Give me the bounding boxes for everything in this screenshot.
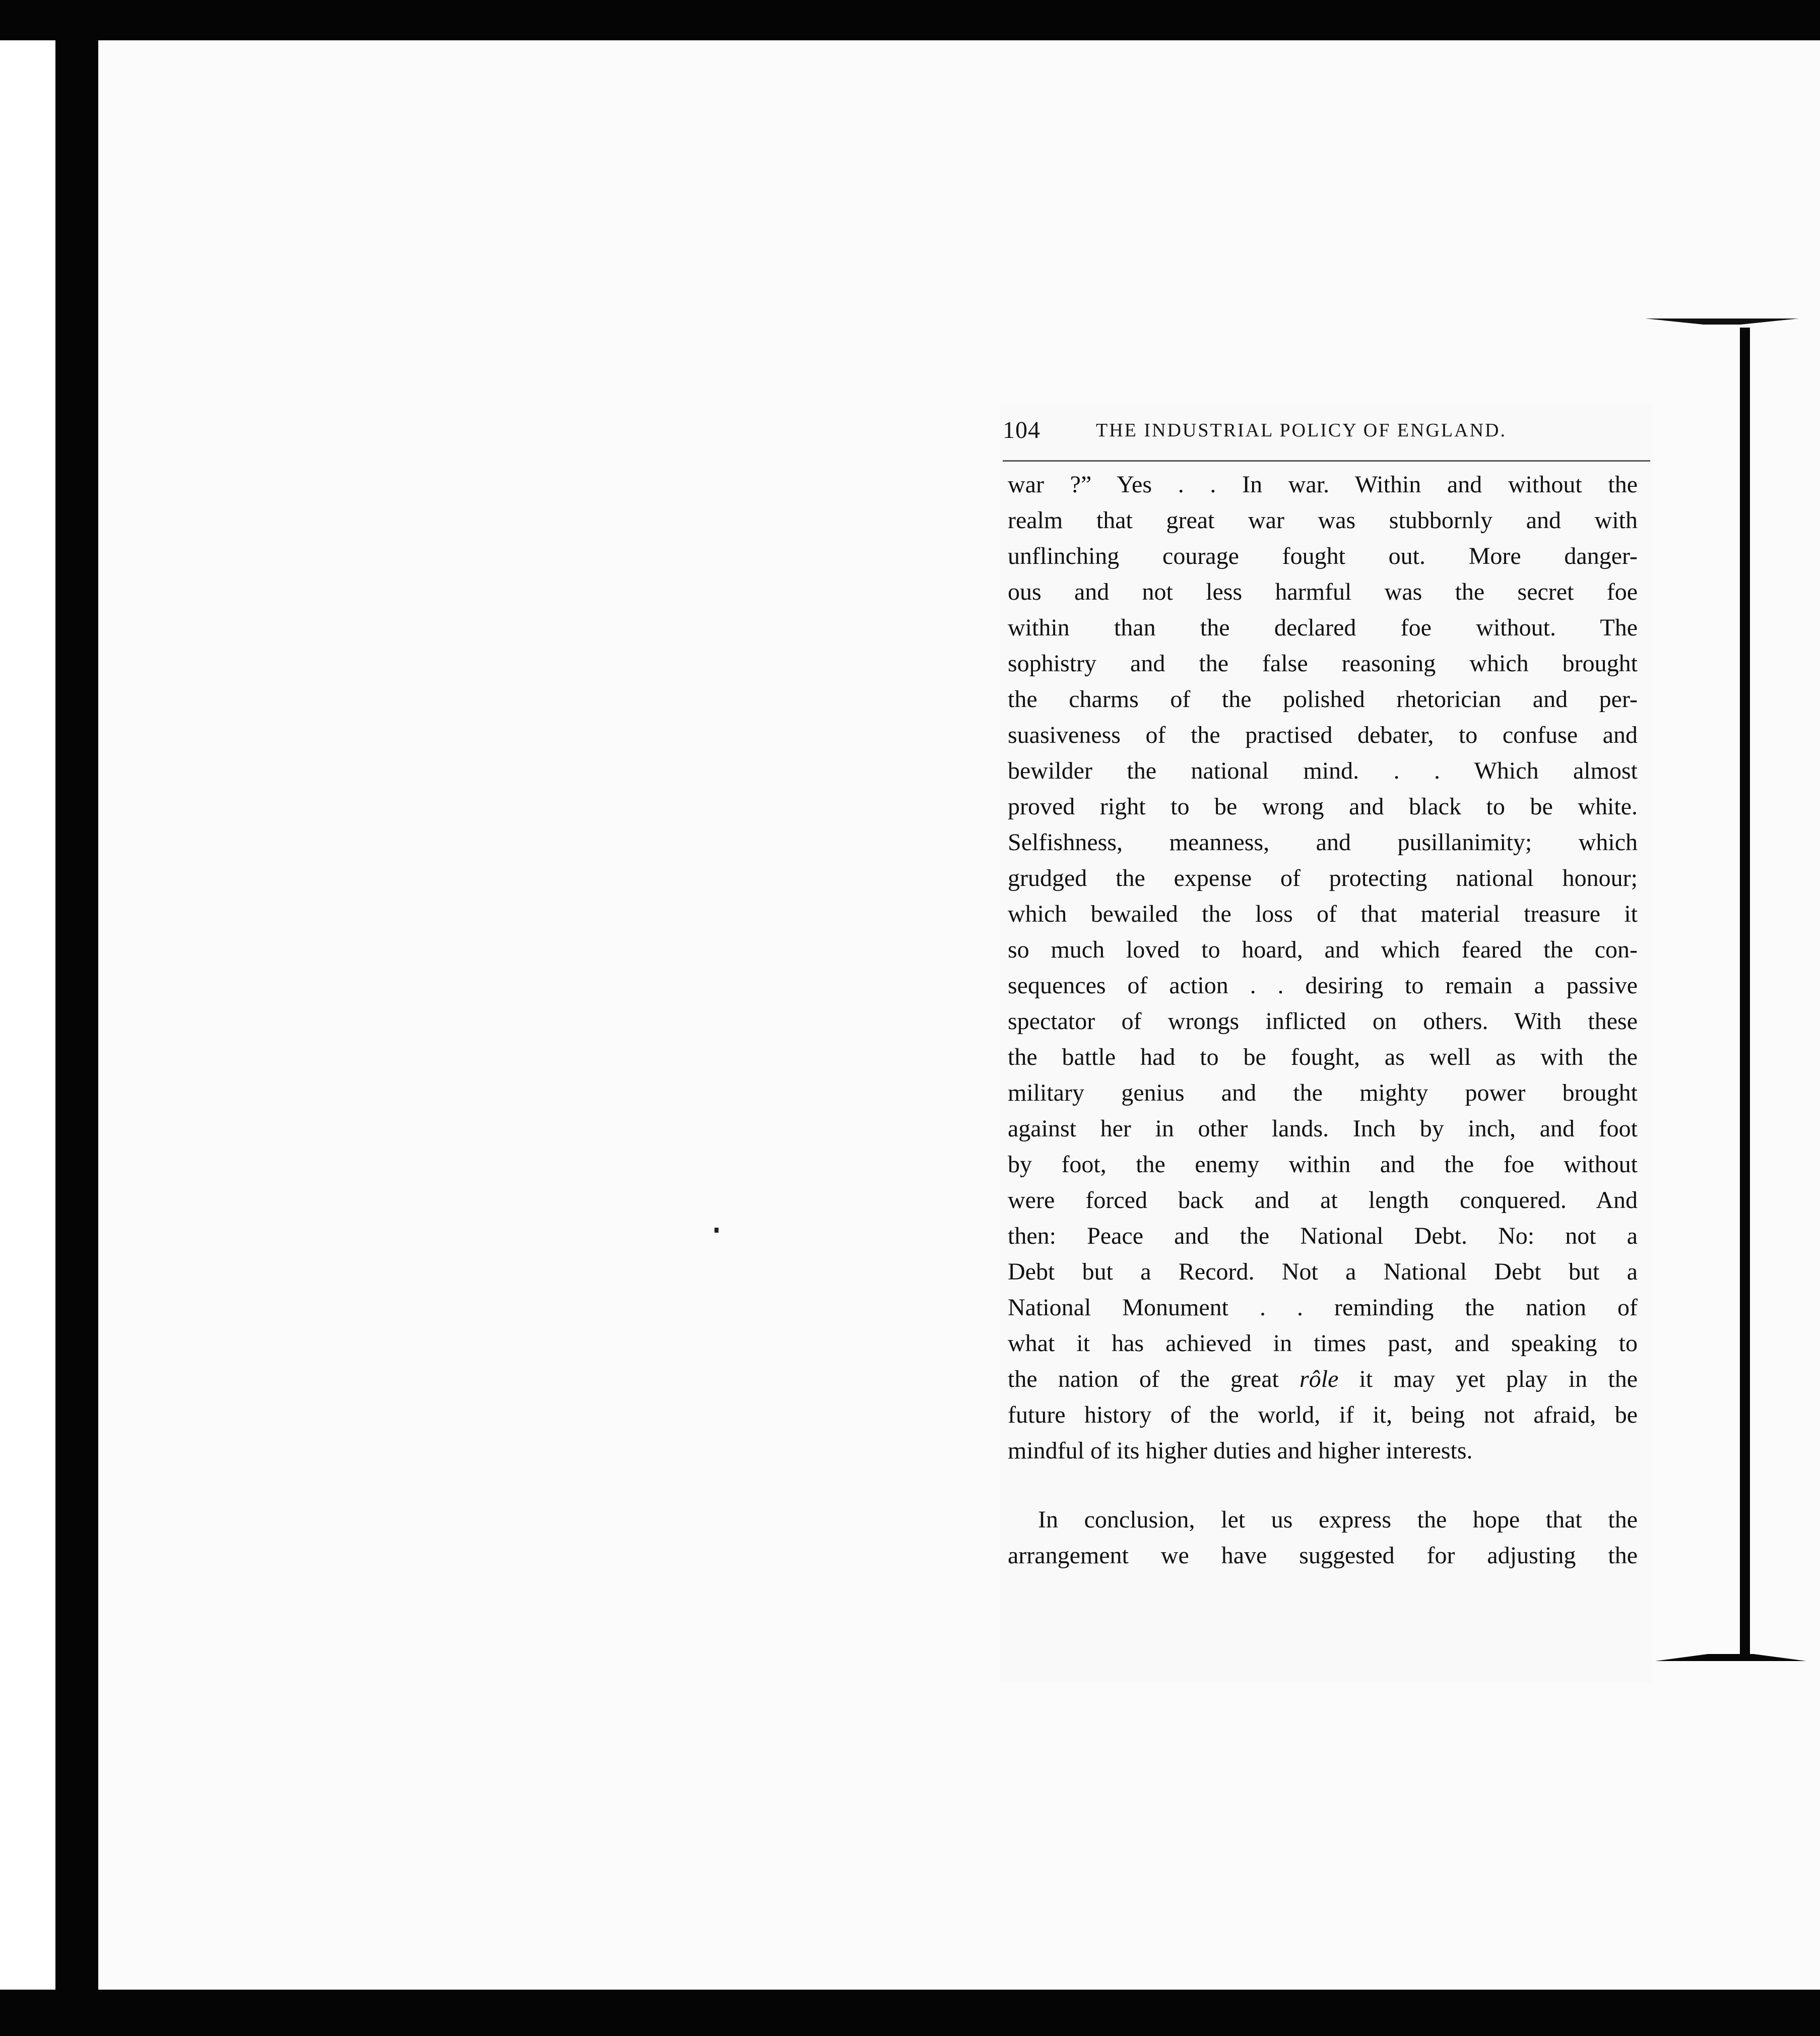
text-line: spectator of wrongs inflicted on others. With these [1008, 1008, 1638, 1035]
running-head [1003, 416, 1658, 447]
scan-border-bottom [0, 1990, 1820, 2036]
text-line: by foot, the enemy within and the foe without [1008, 1151, 1638, 1178]
body-text [1008, 467, 1638, 1573]
header-rule [1003, 460, 1650, 462]
running-head-title: THE INDUSTRIAL POLICY OF ENGLAND. [1096, 420, 1507, 441]
page-number: 104 [1003, 417, 1041, 443]
text-line: arrangement we have suggested for adjusting the [1008, 1542, 1638, 1569]
text-line: then: Peace and the National Debt. No: not a [1008, 1223, 1638, 1249]
paragraph-gap [1008, 1469, 1638, 1502]
paragraph-2 [1008, 1502, 1638, 1573]
text-line: so much loved to hoard, and which feared the con- [1008, 936, 1638, 963]
text-line: war ?” Yes . . In war. Within and without the [1008, 471, 1638, 498]
text-line: proved right to be wrong and black to be white. [1008, 793, 1638, 820]
text-line: unflinching courage fought out. More danger- [1008, 543, 1638, 569]
text-line: National Monument . . reminding the nation of [1008, 1294, 1638, 1321]
scan-margin-left [0, 40, 55, 1990]
text-line: suasiveness of the practised debater, to confuse and [1008, 722, 1638, 748]
text-line: mindful of its higher duties and higher interests. [1008, 1437, 1473, 1464]
text-line: grudged the expense of protecting national honour; [1008, 865, 1638, 892]
scan-speck [714, 1228, 719, 1233]
crop-mark-bar [1740, 328, 1750, 1658]
text-line: In conclusion, let us express the hope that the [1038, 1506, 1638, 1533]
text-line: military genius and the mighty power brought [1008, 1079, 1638, 1106]
text-line: sophistry and the false reasoning which brought [1008, 650, 1638, 677]
text-line: realm that great war was stubbornly and with [1008, 507, 1638, 534]
italic-word: rôle [1299, 1366, 1339, 1392]
text-line: against her in other lands. Inch by inch, and foot [1008, 1115, 1638, 1142]
text-line: sequences of action . . desiring to remain a passive [1008, 972, 1638, 999]
text-line: bewilder the national mind. . . Which almost [1008, 757, 1638, 784]
paragraph-1 [1008, 467, 1638, 1469]
text-line: Debt but a Record. Not a National Debt but a [1008, 1258, 1638, 1285]
text-line: within than the declared foe without. The [1008, 614, 1638, 641]
text-segment: it may yet play in the [1338, 1366, 1638, 1392]
text-line: were forced back and at length conquered. And [1008, 1187, 1638, 1214]
text-line: the battle had to be fought, as well as with the [1008, 1044, 1638, 1070]
text-line: future history of the world, if it, being not afraid, be [1008, 1402, 1638, 1428]
scan-border-top [0, 0, 1820, 40]
text-line: what it has achieved in times past, and speaking to [1008, 1330, 1638, 1357]
text-line: ous and not less harmful was the secret foe [1008, 579, 1638, 605]
scan-border-left [55, 35, 98, 2001]
text-line: the charms of the polished rhetorician and per- [1008, 686, 1638, 713]
text-line: which bewailed the loss of that material treasure it [1008, 901, 1638, 927]
text-line [1008, 1361, 1638, 1397]
text-line: Selfishness, meanness, and pusillanimity; which [1008, 829, 1638, 856]
text-segment: the nation of the great [1008, 1366, 1300, 1392]
